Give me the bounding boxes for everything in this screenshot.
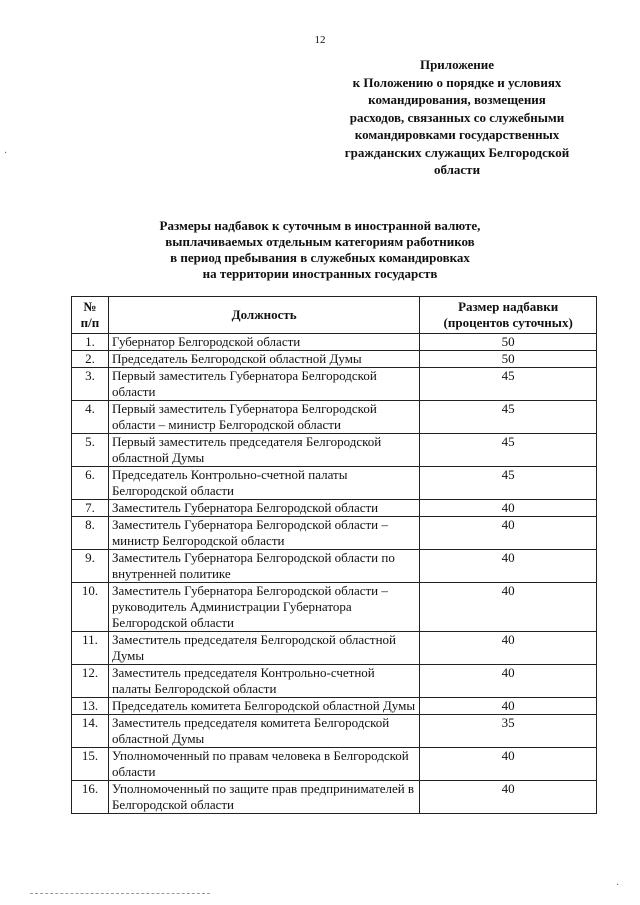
row-position: Председатель комитета Белгородской областной Думы [108,698,419,715]
row-position: Первый заместитель председателя Белгородской областной Думы [108,434,419,467]
row-number: 10. [72,583,109,632]
table-row [72,698,597,715]
row-number: 11. [72,632,109,665]
row-number: 15. [72,748,109,781]
table-row [72,550,597,583]
appendix-line: области [433,162,481,177]
title-line: в период пребывания в служебных командировках [170,250,470,265]
table-row [72,467,597,500]
document-title [140,218,500,282]
header-rate-line1: Размер надбавки [458,299,559,314]
header-position: Должность [108,297,419,334]
row-position: Заместитель председателя комитета Белгородской областной Думы [108,715,419,748]
row-number: 16. [72,781,109,814]
row-position: Заместитель Губернатора Белгородской области [108,500,419,517]
table-row [72,351,597,368]
table-header-row [72,297,597,334]
row-position: Первый заместитель Губернатора Белгородской области – министр Белгородской области [108,401,419,434]
row-number: 7. [72,500,109,517]
title-line: на территории иностранных государств [202,266,438,281]
row-rate: 45 [420,434,597,467]
table-row [72,781,597,814]
row-position: Заместитель председателя Белгородской областной Думы [108,632,419,665]
appendix-line: к Положению о порядке и условиях [352,74,562,90]
row-rate: 45 [420,368,597,401]
appendix-line: гражданских служащих Белгородской [344,144,570,160]
header-number-line1: № [83,299,97,314]
title-line: выплачиваемых отдельным категориям работников [165,234,475,249]
appendix-line: командировками государственных [354,127,560,142]
row-number: 6. [72,467,109,500]
row-rate: 40 [420,665,597,698]
row-rate: 40 [420,748,597,781]
header-rate-line2: (процентов суточных) [443,315,573,330]
row-rate: 40 [420,698,597,715]
table-row [72,334,597,351]
row-number: 13. [72,698,109,715]
row-rate: 50 [420,351,597,368]
row-position: Заместитель Губернатора Белгородской области – министр Белгородской области [108,517,419,550]
row-rate: 50 [420,334,597,351]
appendix-line: Приложение [419,57,495,72]
table-row [72,583,597,632]
row-position: Заместитель Губернатора Белгородской области по внутренней политике [108,550,419,583]
row-rate: 40 [420,517,597,550]
table-row [72,434,597,467]
table-row [72,632,597,665]
row-position: Первый заместитель Губернатора Белгородской области [108,368,419,401]
header-number [72,297,109,334]
row-number: 3. [72,368,109,401]
row-position: Губернатор Белгородской области [108,334,419,351]
table-row [72,401,597,434]
row-rate: 45 [420,467,597,500]
table-body [72,334,597,814]
row-position: Заместитель Губернатора Белгородской области – руководитель Администрации Губернатора Белгородской области [108,583,419,632]
scan-edge-line [30,893,210,894]
table-row [72,368,597,401]
row-position: Заместитель председателя Контрольно-счетной палаты Белгородской области [108,665,419,698]
row-position: Председатель Контрольно-счетной палаты Белгородской области [108,467,419,500]
appendix-header [322,56,592,179]
row-rate: 45 [420,401,597,434]
table-row [72,517,597,550]
row-number: 1. [72,334,109,351]
table-row [72,748,597,781]
row-rate: 40 [420,632,597,665]
title-line: Размеры надбавок к суточным в иностранной валюте, [159,218,481,233]
table-row [72,665,597,698]
row-rate: 35 [420,715,597,748]
row-position: Уполномоченный по правам человека в Белгородской области [108,748,419,781]
row-number: 2. [72,351,109,368]
header-rate [420,297,597,334]
table-row [72,500,597,517]
row-rate: 40 [420,583,597,632]
appendix-line: расходов, связанных со служебными [349,109,565,125]
row-rate: 40 [420,550,597,583]
row-position: Уполномоченный по защите прав предпринимателей в Белгородской области [108,781,419,814]
row-number: 8. [72,517,109,550]
table-row [72,715,597,748]
row-rate: 40 [420,500,597,517]
row-number: 4. [72,401,109,434]
page-number: 12 [314,34,326,46]
rates-table [71,296,597,814]
row-rate: 40 [420,781,597,814]
header-number-line2: п/п [80,315,100,330]
row-position: Председатель Белгородской областной Думы [108,351,419,368]
row-number: 14. [72,715,109,748]
scan-artifact: · [616,880,620,891]
scan-artifact: · [4,148,8,159]
row-number: 12. [72,665,109,698]
row-number: 5. [72,434,109,467]
appendix-line: командирования, возмещения [368,92,546,107]
row-number: 9. [72,550,109,583]
